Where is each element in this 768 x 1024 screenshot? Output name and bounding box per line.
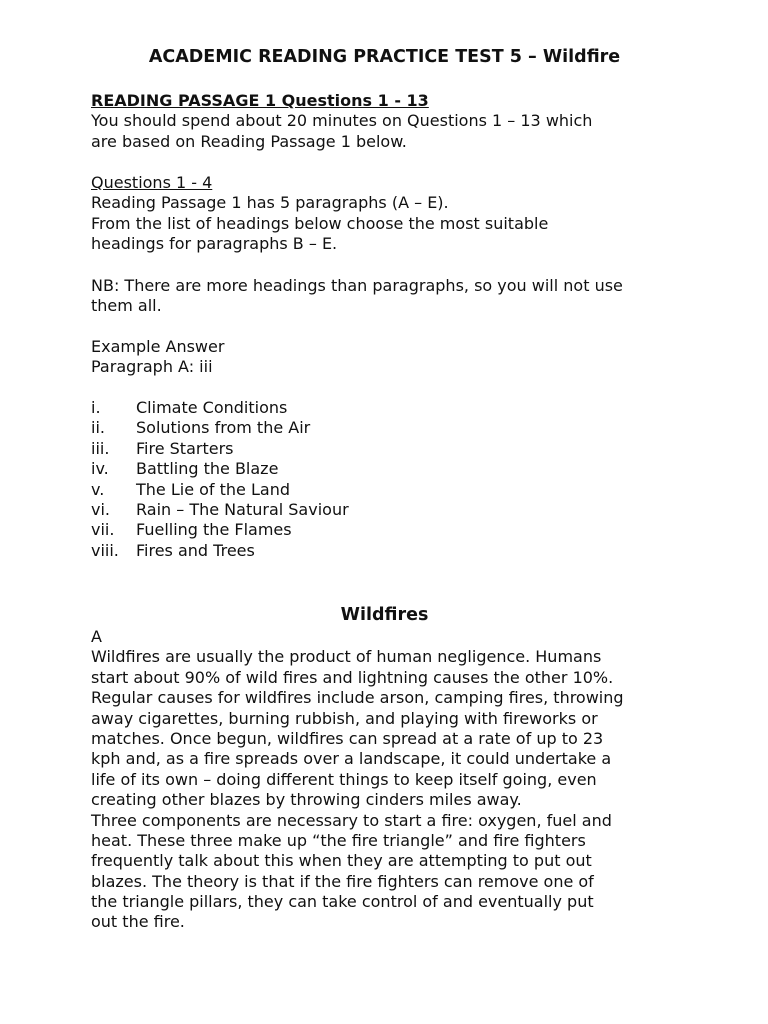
- heading-text: Battling the Blaze: [136, 459, 279, 479]
- note-line: NB: There are more headings than paragraphs, so you will not use: [91, 276, 623, 295]
- heading-numeral: viii.: [91, 540, 119, 560]
- example-label: Example Answer: [91, 337, 225, 356]
- passage-line: out the fire.: [91, 912, 185, 932]
- passage-body: [91, 627, 691, 933]
- passage-line: life of its own – doing different things to keep itself going, even: [91, 769, 597, 789]
- heading-text: Rain – The Natural Saviour: [136, 499, 349, 519]
- heading-item: [91, 541, 691, 561]
- intro-line: are based on Reading Passage 1 below.: [91, 131, 407, 151]
- heading-text: Solutions from the Air: [136, 418, 311, 438]
- instruction-line: From the list of headings below choose the most suitable: [91, 213, 549, 233]
- instruction-line: Reading Passage 1 has 5 paragraphs (A – E).: [91, 193, 449, 213]
- heading-text: Fires and Trees: [136, 540, 255, 560]
- heading-numeral: vii.: [91, 520, 115, 540]
- heading-numeral: vi.: [91, 499, 110, 519]
- passage-header: READING PASSAGE 1 Questions 1 - 13: [91, 91, 429, 110]
- passage-header-block: [91, 91, 691, 152]
- note-block: [91, 276, 691, 317]
- heading-numeral: iii.: [91, 438, 110, 458]
- heading-numeral: ii.: [91, 418, 105, 438]
- heading-numeral: v.: [91, 479, 105, 499]
- passage-line: matches. Once begun, wildfires can spread at a rate of up to 23: [91, 728, 604, 748]
- heading-text: Fuelling the Flames: [136, 520, 292, 540]
- heading-numeral: i.: [91, 398, 101, 417]
- heading-text: Climate Conditions: [136, 398, 288, 417]
- questions-header: Questions 1 - 4: [91, 173, 213, 192]
- heading-item: [91, 459, 691, 479]
- heading-text: The Lie of the Land: [136, 479, 290, 499]
- heading-item: [91, 418, 691, 438]
- passage-line: blazes. The theory is that if the fire fighters can remove one of: [91, 871, 594, 891]
- questions-block: [91, 173, 691, 255]
- passage-line: away cigarettes, burning rubbish, and playing with fireworks or: [91, 708, 598, 728]
- paragraph-label: A: [91, 627, 102, 646]
- passage-line: heat. These three make up “the fire triangle” and fire fighters: [91, 830, 586, 850]
- heading-item: [91, 520, 691, 540]
- page-title: ACADEMIC READING PRACTICE TEST 5 – Wildfire: [148, 47, 621, 67]
- heading-item: [91, 439, 691, 459]
- example-block: [91, 337, 691, 378]
- example-answer: Paragraph A: iii: [91, 357, 213, 377]
- passage-line: kph and, as a fire spreads over a landscape, it could undertake a: [91, 749, 612, 769]
- passage-line: Three components are necessary to start a fire: oxygen, fuel and: [91, 810, 612, 830]
- heading-item: [91, 398, 691, 418]
- headings-list: [91, 398, 691, 561]
- passage-line: the triangle pillars, they can take control of and eventually put: [91, 892, 594, 912]
- passage-line: Regular causes for wildfires include arson, camping fires, throwing: [91, 688, 624, 708]
- note-line: them all.: [91, 296, 162, 316]
- heading-numeral: iv.: [91, 459, 109, 479]
- passage-line: start about 90% of wild fires and lightning causes the other 10%.: [91, 667, 614, 687]
- heading-item: [91, 480, 691, 500]
- passage-line: creating other blazes by throwing cinders miles away.: [91, 790, 522, 810]
- passage-line: frequently talk about this when they are attempting to put out: [91, 851, 592, 871]
- passage-line: Wildfires are usually the product of human negligence. Humans: [91, 647, 602, 667]
- heading-item: [91, 500, 691, 520]
- instruction-line: headings for paragraphs B – E.: [91, 234, 338, 254]
- heading-text: Fire Starters: [136, 438, 234, 458]
- passage-title: Wildfires: [340, 605, 429, 625]
- intro-line: You should spend about 20 minutes on Questions 1 – 13 which: [91, 111, 593, 131]
